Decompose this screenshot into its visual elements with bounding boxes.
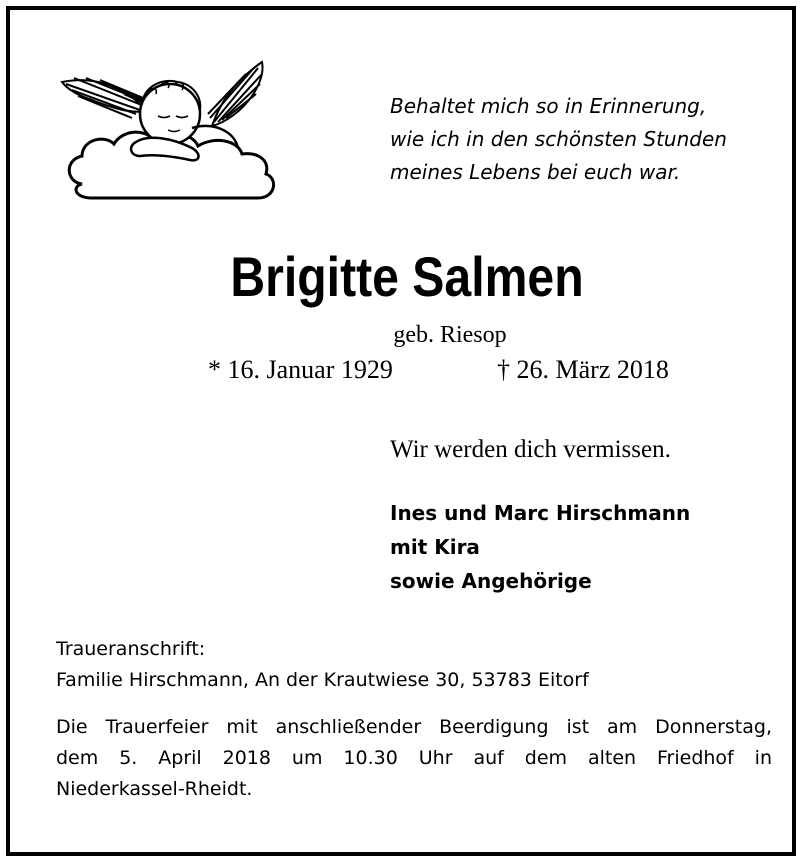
birth-date: * 16. Januar 1929 (208, 355, 393, 384)
angel-on-cloud-icon (52, 56, 300, 208)
deceased-name: Brigitte Salmen (230, 245, 584, 308)
farewell-line: Wir werden dich vermissen. (390, 436, 671, 463)
ceremony-info (56, 712, 772, 805)
death-date: † 26. März 2018 (497, 355, 669, 384)
mourner-line: sowie Angehörige (390, 569, 592, 593)
quote-line: wie ich in den schönsten Stunden (390, 127, 727, 151)
mourners-list (390, 496, 690, 598)
memorial-quote (390, 90, 770, 189)
ceremony-line: dem 5. April 2018 um 10.30 Uhr auf dem alten Friedhof in (56, 747, 772, 769)
birth-name: geb. Riesop (393, 322, 507, 348)
mourner-line: Ines und Marc Hirschmann (390, 501, 691, 525)
address-text: Familie Hirschmann, An der Krautwiese 30, 53783 Eitorf (56, 669, 589, 691)
address-label: Traueranschrift: (56, 638, 206, 660)
ceremony-line: Niederkassel-Rheidt. (56, 778, 253, 800)
mourning-address (56, 634, 589, 696)
quote-line: meines Lebens bei euch war. (390, 160, 681, 184)
ceremony-line: Die Trauerfeier mit anschließender Beerdigung ist am Donnerstag, (56, 716, 772, 738)
mourner-line: mit Kira (390, 535, 480, 559)
quote-line: Behaltet mich so in Erinnerung, (390, 94, 707, 118)
